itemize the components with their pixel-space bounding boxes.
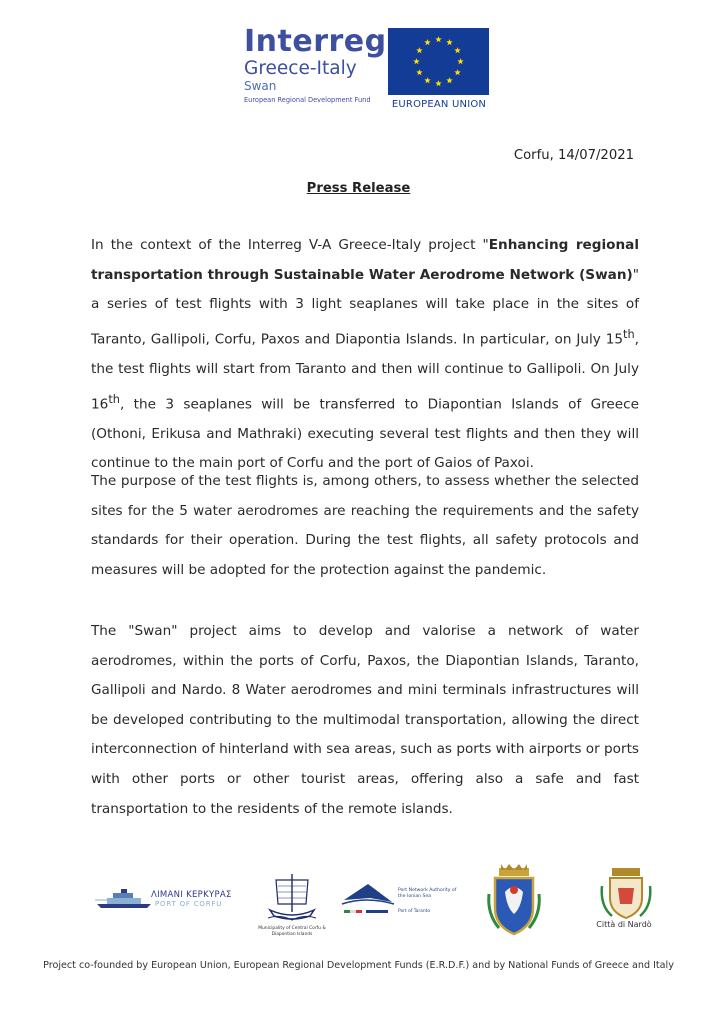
eu-star-icon xyxy=(454,47,460,53)
eu-flag-icon xyxy=(388,28,489,95)
p1-text-c: , the test flights will start from Taranto and then will continue to Gallipoli. On July 16 xyxy=(91,331,639,413)
paragraph-1 xyxy=(91,231,639,479)
taranto-crest-icon xyxy=(485,864,543,938)
port-corfu-sub: PORT OF CORFU xyxy=(155,900,223,908)
brand-project: Swan xyxy=(244,79,277,93)
eu-star-icon xyxy=(416,69,422,75)
brand-title: Interreg xyxy=(244,24,387,59)
interreg-logo xyxy=(244,24,387,105)
title-text: Press Release xyxy=(306,181,411,196)
project-name: Enhancing regional transportation through Sustainable Water Aerodrome Network (Swan) xyxy=(91,237,640,283)
eu-star-icon xyxy=(457,58,463,64)
port-corfu-name: ΛΙΜΑΝΙ ΚΕΡΚΥΡΑΣ xyxy=(151,890,232,900)
eu-label: EUROPEAN UNION xyxy=(391,99,487,110)
pna-sub: Port of Taranto xyxy=(398,909,431,914)
wave-icon xyxy=(340,878,396,920)
municipality-caption: Municipality of Central Corfu & Diapontian Islands xyxy=(258,926,326,937)
nardo-caption: Città di Nardò xyxy=(596,920,652,929)
document-date: Corfu, 14/07/2021 xyxy=(513,148,634,163)
eu-star-icon xyxy=(454,69,460,75)
brand-region: Greece-Italy xyxy=(244,58,357,79)
municipality-logo xyxy=(258,868,326,943)
eu-star-icon xyxy=(446,77,452,83)
footer-note: Project co-founded by European Union, European Regional Development Funds (E.R.D.F.) and by National Funds of Greece and Italy xyxy=(43,960,674,971)
eu-star-icon xyxy=(424,77,430,83)
superscript-th: th xyxy=(108,391,120,406)
eu-star-icon xyxy=(435,36,441,42)
port-network-authority-logo xyxy=(340,878,460,920)
paragraph-2: The purpose of the test flights is, among others, to assess whether the selected sites for the 5 water aerodromes are reaching the requirements and the safety standards for their operation. During the test flights, all safety protocols and measures will be adopted for the protection against the pandemic. xyxy=(91,473,639,578)
eu-star-icon xyxy=(413,58,419,64)
pna-name: Port Network Authority of the Ionian Sea xyxy=(398,888,457,899)
eu-star-icon xyxy=(424,39,430,45)
partner-logos xyxy=(0,856,717,946)
brand-fund: European Regional Development Fund xyxy=(244,96,371,104)
port-of-corfu-logo xyxy=(95,886,235,916)
paragraph-3: The "Swan" project aims to develop and valorise a network of water aerodromes, within the ports of Corfu, Paxos, the Diapontian Islands, Taranto, Gallipoli and Nardo. 8 Water aerodromes and mini terminals infrastructures will be developed contributing to the multimodal transportation, allowing the direct interconnection of hinterland with sea areas, such as ports with airports or ports with other ports or other tourist areas, offering also a safe and fast transportation to the residents of the remote islands. xyxy=(91,623,639,817)
eu-star-icon xyxy=(446,39,452,45)
superscript-th: th xyxy=(623,326,635,341)
page-title xyxy=(0,181,717,196)
p1-text-b: " a series of test flights with 3 light seaplanes will take place in the sites of Taranto, Gallipoli, Corfu, Paxos and Diapontia Islands. In particular, on July 15 xyxy=(91,266,639,348)
p1-text-d: , the 3 seaplanes will be transferred to Diapontian Islands of Greece (Othoni, Erikusa and Mathraki) executing several test flights and then they will continue to the main port of Corfu and the port of Gaios of Paxoi. xyxy=(91,396,639,472)
ship-icon xyxy=(95,886,155,910)
eu-star-icon xyxy=(435,80,441,86)
eu-star-icon xyxy=(416,47,422,53)
p1-text-a: In the context of the Interreg V-A Greece-Italy project " xyxy=(91,237,489,253)
ship-sail-icon xyxy=(262,868,322,926)
